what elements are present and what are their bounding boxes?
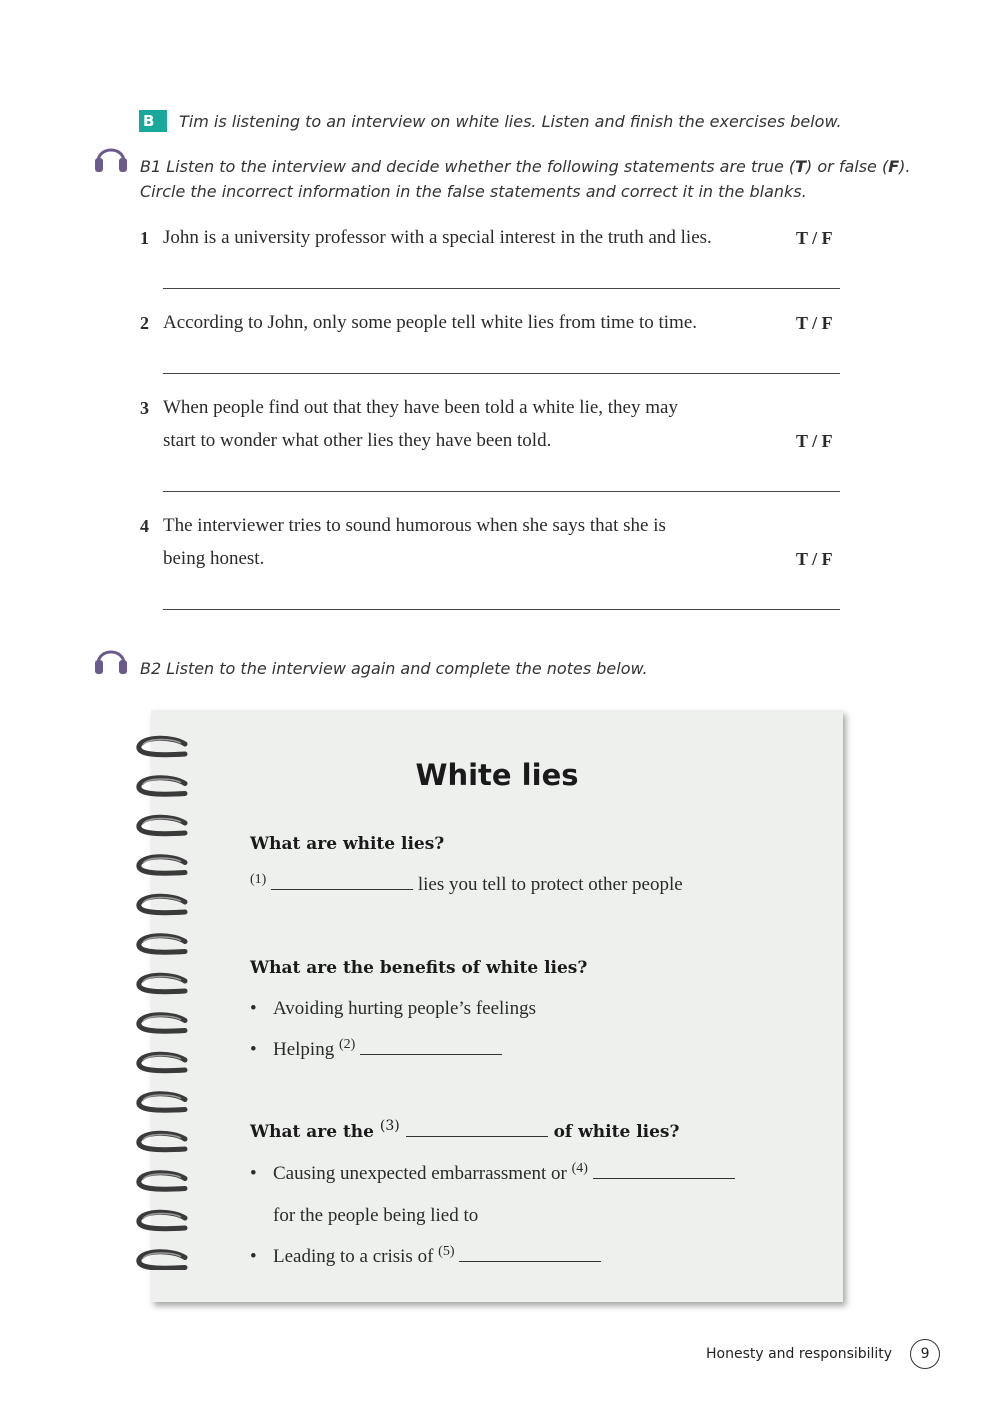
question-text: John is a university professor with a special interest in the truth and lies. — [163, 227, 712, 248]
answer-line[interactable] — [163, 288, 840, 289]
fill-blank[interactable] — [406, 1122, 548, 1137]
notes-heading: What are white lies? — [250, 834, 445, 854]
spiral-ring — [139, 857, 185, 873]
spiral-ring — [139, 1015, 185, 1031]
true-false-choice[interactable]: T / F — [796, 431, 833, 451]
spiral-ring — [139, 936, 185, 952]
notes-bullet: • Causing unexpected embarrassment or $^{(4)}$ — [250, 1163, 735, 1185]
true-false-choice[interactable]: T / F — [796, 549, 833, 569]
answer-line[interactable] — [163, 491, 840, 492]
question-number: 2 — [140, 313, 149, 333]
page-footer — [706, 1339, 940, 1369]
section-badge: B — [139, 110, 167, 132]
notes-bullet: • Leading to a crisis of $^{(5)}$ — [250, 1246, 601, 1268]
spiral-ring — [139, 1173, 185, 1189]
spiral-ring — [139, 975, 185, 991]
notes-heading: What are the $^{(3)}$ of white lies? — [250, 1118, 680, 1142]
fill-blank[interactable] — [459, 1247, 601, 1262]
question-text: The interviewer tries to sound humorous when she says that she is being honest. — [163, 515, 666, 569]
notebook — [151, 710, 843, 1302]
true-false-choice[interactable]: T / F — [796, 313, 833, 333]
question-number: 4 — [140, 516, 149, 536]
question-text: When people find out that they have been told a white lie, they may start to wonder what other lies they have been told. — [163, 397, 678, 451]
notebook-title: White lies — [415, 758, 579, 792]
spiral-ring — [139, 1094, 185, 1110]
answer-line[interactable] — [163, 609, 840, 610]
notes-line: $^{(1)}$ lies you tell to protect other people — [250, 872, 683, 895]
page-number: 9 — [910, 1339, 940, 1369]
spiral-ring — [139, 1252, 185, 1268]
headphones-icon — [93, 140, 129, 176]
question-number: 3 — [140, 398, 149, 418]
spiral-ring — [139, 738, 185, 754]
notes-bullet: • Avoiding hurting people’s feelings — [250, 998, 536, 1019]
spiral-ring — [139, 817, 185, 833]
spiral-binding — [133, 730, 193, 1270]
footer-title: Honesty and responsibility — [706, 1346, 893, 1362]
spiral-ring — [139, 1133, 185, 1149]
answer-line[interactable] — [163, 373, 840, 374]
b1-instructions: B1 Listen to the interview and decide whether the following statements are true (T) or false (F). Circle the incorrect information in the false statements and correct it in the blanks. — [140, 157, 911, 201]
question-text: According to John, only some people tell white lies from time to time. — [163, 312, 698, 333]
spiral-ring — [139, 778, 185, 794]
spiral-ring — [139, 1054, 185, 1070]
section-heading — [139, 110, 842, 132]
spiral-ring — [139, 896, 185, 912]
fill-blank[interactable] — [593, 1164, 735, 1179]
headphones-icon — [93, 642, 129, 678]
question-number: 1 — [140, 228, 149, 248]
section-intro: Tim is listening to an interview on white lies. Listen and finish the exercises below. — [179, 111, 842, 131]
b2-instructions: B2 Listen to the interview again and complete the notes below. — [140, 659, 648, 678]
true-false-choice[interactable]: T / F — [796, 228, 833, 248]
fill-blank[interactable] — [271, 875, 413, 890]
notes-heading: What are the benefits of white lies? — [250, 958, 588, 978]
fill-blank[interactable] — [360, 1040, 502, 1055]
spiral-ring — [139, 1212, 185, 1228]
notes-bullet-continuation: for the people being lied to — [273, 1205, 479, 1226]
notes-bullet: • Helping $^{(2)}$ — [250, 1039, 502, 1061]
